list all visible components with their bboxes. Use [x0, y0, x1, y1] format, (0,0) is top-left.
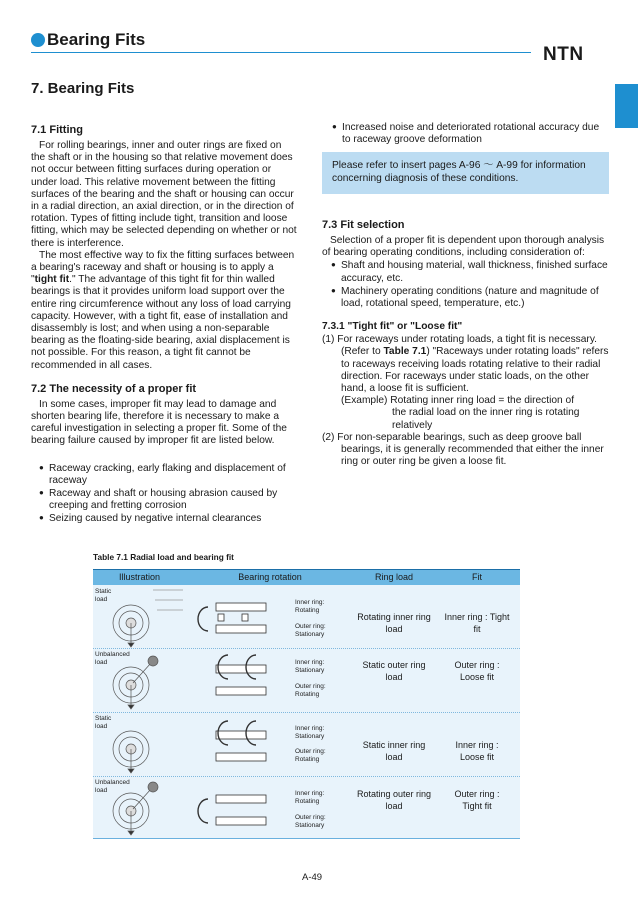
bearing-illustrations [93, 585, 186, 838]
table-body [93, 585, 520, 839]
fit-example-line-2: the radial load on the inner ring is rotating relatively [392, 407, 580, 431]
table-row-2-load: Unbalanced load [95, 651, 130, 666]
table-row-4-load: Unbalanced load [95, 779, 130, 794]
table-row-2-outer: Outer ring: Rotating [295, 683, 326, 698]
failure-bullet-1: ● Raceway cracking, early flaking and displacement of raceway [31, 462, 297, 487]
section-7-2-title: 7.2 The necessity of a proper fit [31, 382, 197, 395]
table-row-1-ring-load: Rotating inner ring load [357, 612, 431, 634]
fit-item-1: (1) For raceways under rotating loads, a tight fit is necessary. (Refer to Table 7.1) "Raceways under rotating loads" refers to raceways receiving loads rotating relative to their radial direction. For raceways under static loads, on the other hand, a loose fit is sufficient. [322, 334, 609, 395]
note-box: Please refer to insert pages A-96 〜 A-99 for information concerning diagnosis of these conditions. [322, 152, 609, 194]
col-header-bearing-rotation: Bearing rotation [238, 572, 302, 582]
right-column [322, 218, 610, 468]
right-column-top [322, 121, 610, 146]
table-row-3-fit: Inner ring : Loose fit [455, 740, 499, 762]
condition-bullet-2: ● Machinery operating conditions (nature and magnitude of load, rotational speed, temperature, etc.) [322, 285, 610, 310]
table-row-2-fit: Outer ring : Loose fit [454, 660, 500, 682]
header-title: Bearing Fits [47, 30, 146, 49]
chapter-title: 7. Bearing Fits [31, 80, 135, 97]
header-bullet-icon [31, 33, 45, 47]
table-row-3-ring-load: Static inner ring load [362, 740, 426, 762]
fit-example-line-1: (Example) Rotating inner ring load = the direction of [341, 395, 575, 407]
table-caption: Table 7.1 Radial load and bearing fit [93, 552, 234, 562]
table-row-1-load: Static load [95, 588, 112, 603]
table-row-4-outer: Outer ring: Stationary [295, 814, 326, 829]
fit-item-2: (2) For non-separable bearings, such as deep groove ball bearings, it is generally recommended that either the inner ring or outer ring be given a loose fit. [322, 431, 604, 468]
table-row-4-fit: Outer ring : Tight fit [454, 789, 500, 811]
section-7-3-para: Selection of a proper fit is dependent upon thorough analysis of bearing operating conditions, including consideration of: [322, 235, 605, 259]
table-row-3-load: Static load [95, 715, 112, 730]
section-7-1-para-2: The most effective way to fix the fitting surfaces between a bearing's raceway and shaft or housing is to apply a "tight fit." The advantage of this tight fit for thin walled bearings is that it provides uniform load support over the entire ring circumference without any loss of load carrying capacity. However, with a tight fit, ease of installation and disassembly is lost; and when using a non-separable bearing as the floating-side bearing, axial displacement is not possible. For this reason, a tight fit cannot be recommended in all cases. [31, 249, 295, 371]
table-row-3-outer: Outer ring: Rotating [295, 748, 326, 763]
section-7-3-title: 7.3 Fit selection [322, 219, 405, 231]
rotation-diagrams [198, 585, 293, 838]
col-header-illustration: Illustration [118, 572, 161, 582]
col-header-ring-load: Ring load [374, 572, 414, 582]
table-row-1-fit: Inner ring : Tight fit [444, 612, 510, 634]
section-7-1-para-1: For rolling bearings, inner and outer rings are fixed on the shaft or in the housing so that relative movement does not occur between fitting surfaces during operation or under load. This relative movement between the fitting surfaces of the bearing and the shaft or housing can occur in a radial direction, an axial direction, or in the direction of rotation. Types of fitting include tight, transition and loose fitting, which may be selected depending on whether or not there is interference. [31, 140, 297, 249]
condition-bullet-1: ● Shaft and housing material, wall thickness, finished surface accuracy, etc. [322, 259, 610, 284]
table-row-4-inner: Inner ring: Rotating [295, 790, 325, 805]
failure-bullet-2: ● Raceway and shaft or housing abrasion caused by creeping and fretting corrosion [31, 487, 297, 512]
col-header-fit: Fit [472, 572, 482, 582]
table-row-2-inner: Inner ring: Stationary [295, 659, 325, 674]
table-row-4-ring-load: Rotating outer ring load [356, 789, 432, 811]
brand-logo: NTN [543, 44, 584, 65]
left-column [31, 123, 297, 526]
section-7-2-para: In some cases, improper fit may lead to damage and shorten bearing life, therefore it is necessary to make a careful investigation in selecting a proper fit. Some of the bearing failure caused by improper fit are listed below. [31, 398, 287, 447]
table-row-1-inner: Inner ring: Rotating [295, 599, 325, 614]
failure-bullet-3: ● Seizing caused by negative internal clearances [31, 512, 297, 525]
table-row-3-inner: Inner ring: Stationary [295, 725, 325, 740]
header-rule [31, 52, 531, 53]
table-row-1-outer: Outer ring: Stationary [295, 623, 326, 638]
section-7-1-title: 7.1 Fitting [31, 124, 83, 136]
table-row-2-ring-load: Static outer ring load [362, 660, 426, 682]
table-header [93, 569, 520, 586]
section-7-3-1-title: 7.3.1 "Tight fit" or "Loose fit" [322, 321, 463, 333]
failure-bullet-4: ● Increased noise and deteriorated rotational accuracy due to raceway groove deformation [322, 121, 610, 146]
side-tab-marker [615, 84, 638, 128]
page-number: A-49 [302, 872, 323, 883]
